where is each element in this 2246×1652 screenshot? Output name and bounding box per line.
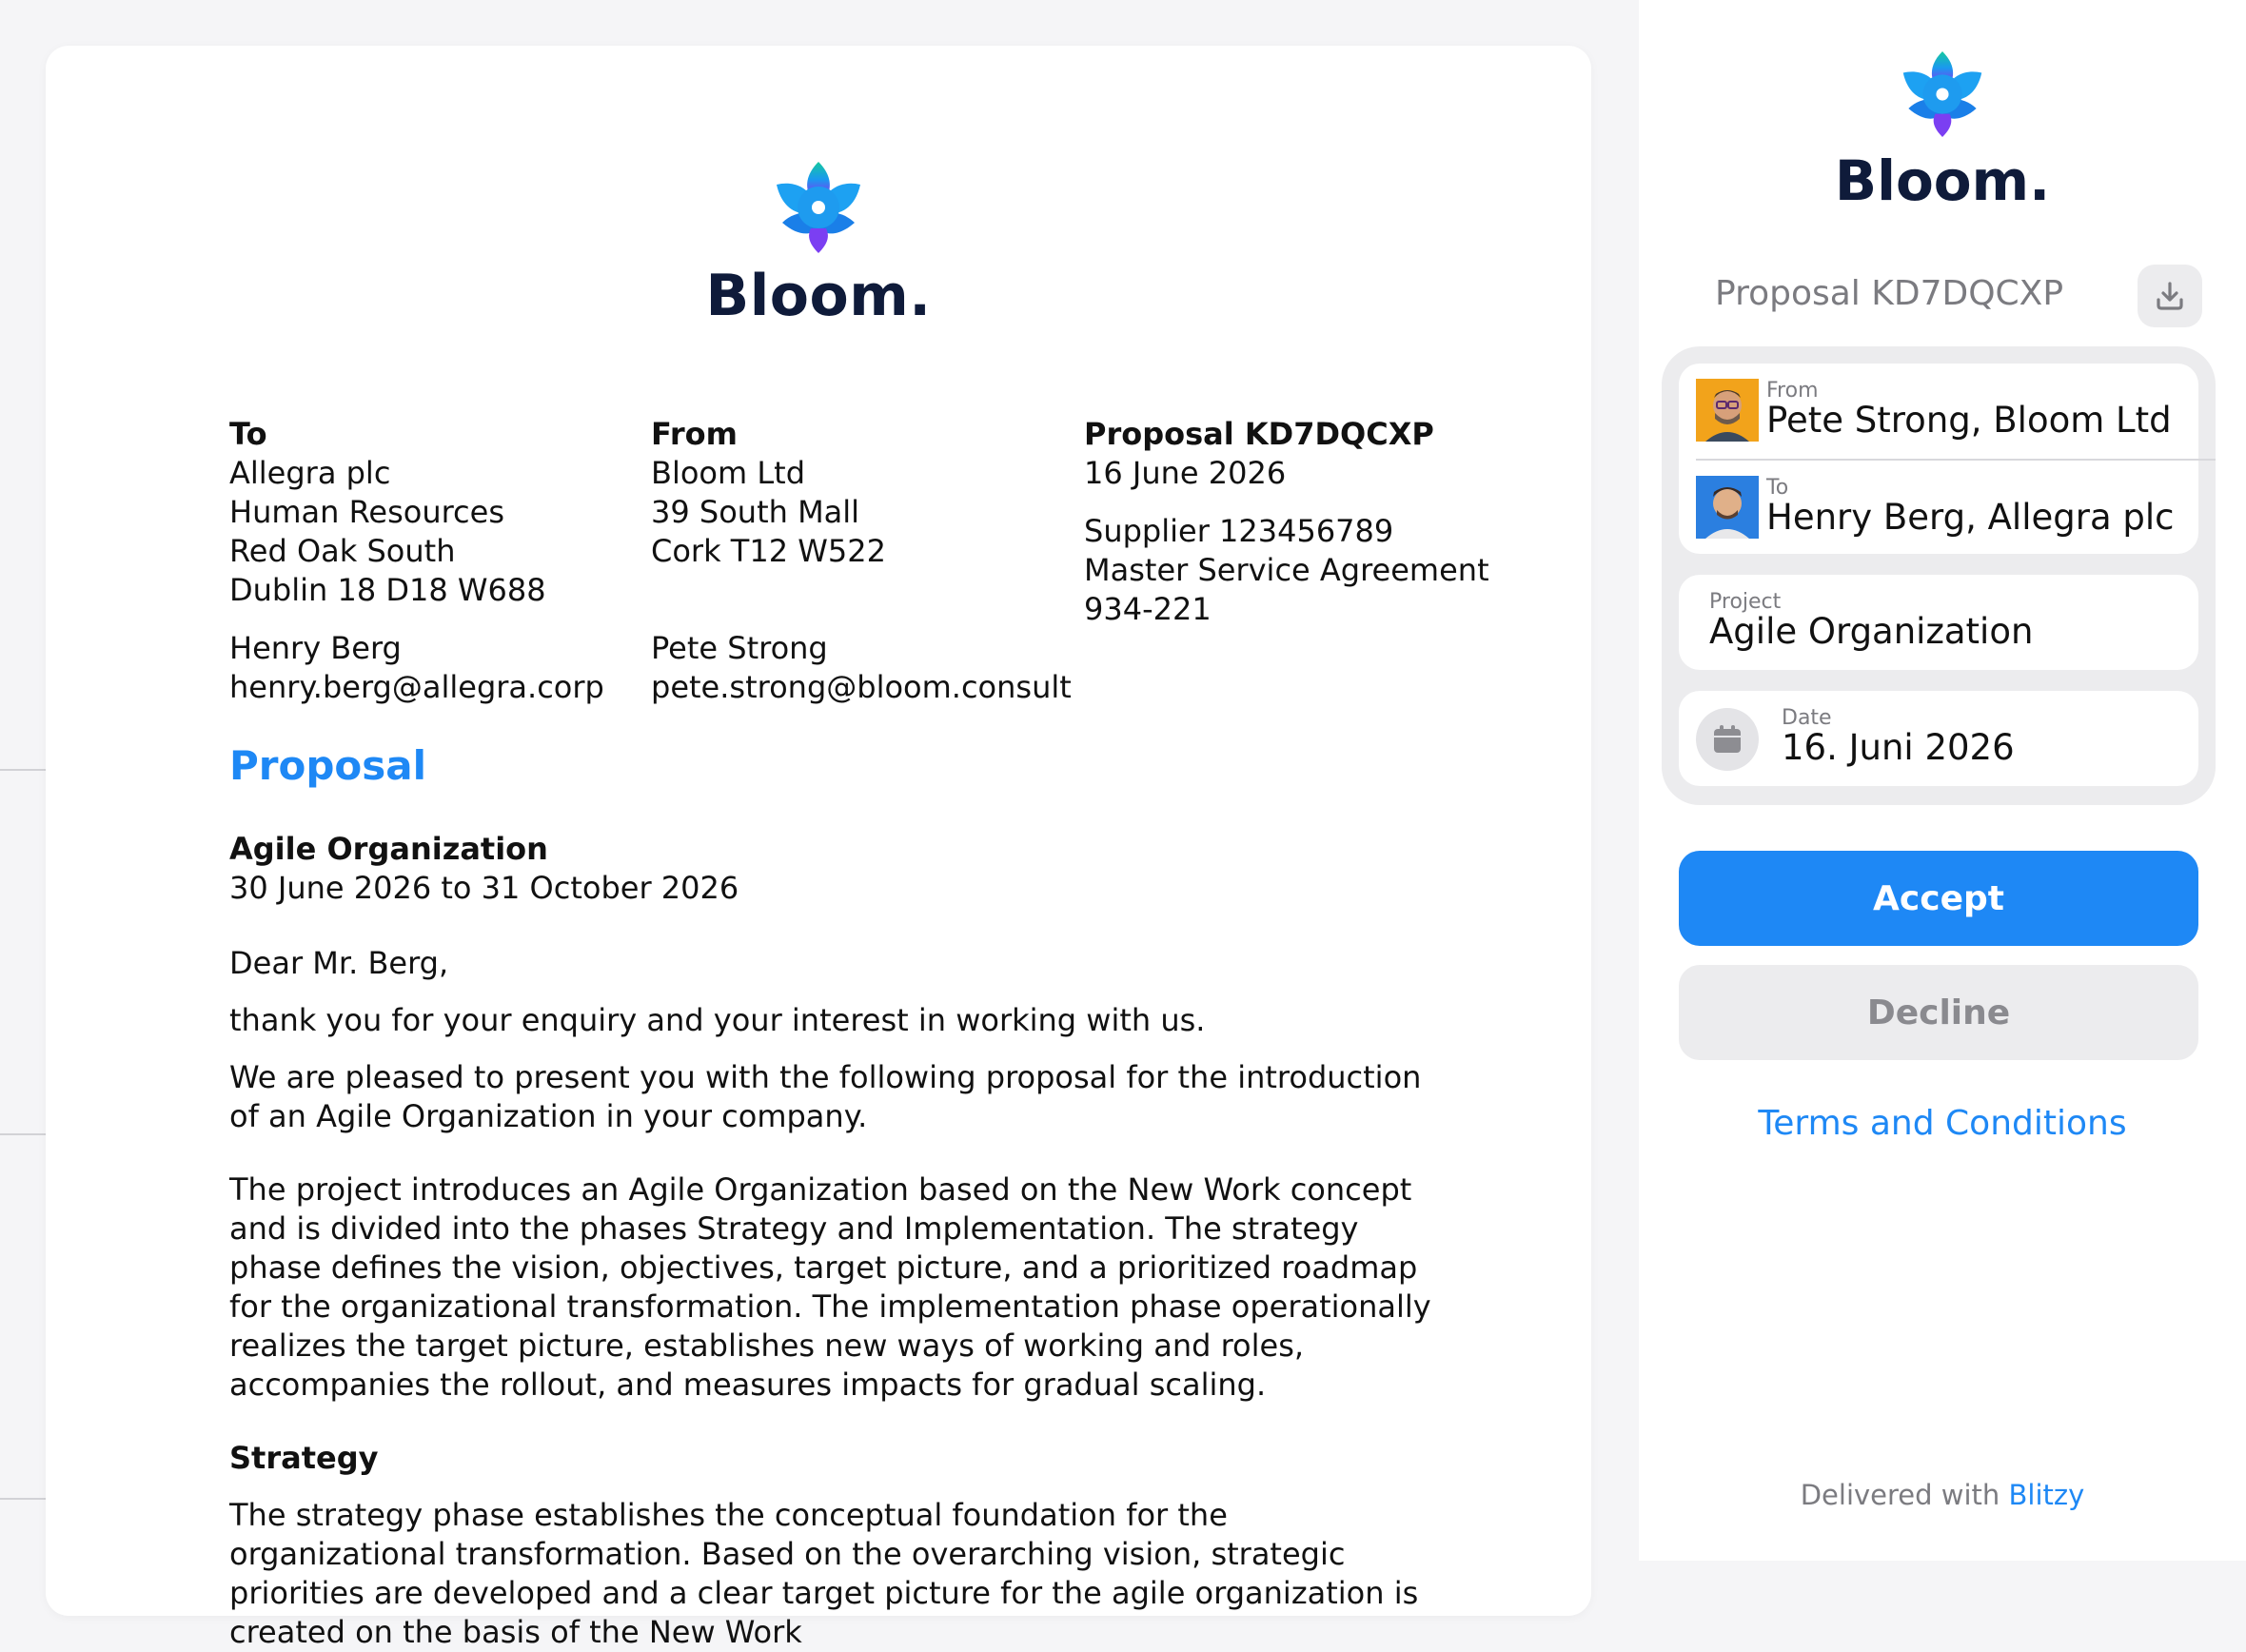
project-summary — [229, 830, 1467, 908]
paragraph: We are pleased to present you with the following proposal for the introduction of an Agile Organization in your company. — [229, 1059, 1422, 1134]
proposal-panel — [1639, 0, 2246, 1561]
bloom-flower-icon — [1900, 49, 1985, 139]
contact-email: henry.berg@allegra.corp — [229, 669, 604, 705]
from-label: From — [1766, 379, 1819, 403]
project-value: Agile Organization — [1709, 611, 2034, 652]
address-line: Cork T12 W522 — [651, 533, 886, 569]
contact-email: pete.strong@bloom.consult — [651, 669, 1072, 705]
project-card — [1679, 575, 2198, 670]
date-card — [1679, 691, 2198, 786]
panel-logo — [1639, 49, 2246, 213]
agreement-number: 934-221 — [1084, 591, 1212, 627]
download-button[interactable] — [2138, 265, 2202, 327]
date-label: Date — [1782, 706, 1832, 730]
bloom-flower-icon — [773, 160, 864, 255]
proposal-date: 16 June 2026 — [1084, 455, 1287, 491]
date-value: 16. Juni 2026 — [1782, 727, 2015, 768]
calendar-icon — [1696, 708, 1759, 771]
proposal-document — [46, 46, 1591, 1650]
address-line: Bloom Ltd — [651, 455, 806, 491]
avatar — [1696, 379, 1759, 442]
to-value: Henry Berg, Allegra plc — [1766, 497, 2175, 538]
salutation: Dear Mr. Berg, — [229, 945, 449, 981]
blitzy-link[interactable]: Blitzy — [2008, 1479, 2085, 1511]
project-title: Agile Organization — [229, 831, 548, 867]
paragraph: thank you for your enquiry and your interest in working with us. — [229, 1002, 1206, 1038]
supplier-number: Supplier 123456789 — [1084, 513, 1394, 549]
section-title: Proposal — [229, 742, 427, 789]
proposal-details — [1662, 346, 2216, 805]
accept-button[interactable]: Accept — [1679, 851, 2198, 946]
proposal-heading: Proposal KD7DQCXP — [1084, 416, 1434, 452]
letter-body — [229, 944, 1467, 1652]
from-heading: From — [651, 416, 738, 452]
project-period: 30 June 2026 to 31 October 2026 — [229, 870, 739, 906]
agreement-name: Master Service Agreement — [1084, 552, 1489, 588]
download-icon — [2153, 279, 2187, 313]
parties-card — [1679, 364, 2198, 554]
proposal-meta — [1084, 415, 1489, 629]
avatar — [1696, 476, 1759, 539]
paragraph: The project introduces an Agile Organization based on the New Work concept and is divided into the phases Strategy and Implementation. The strategy phase defines the vision, objectives, target picture, and a prioritized roadmap for the organizational transformation. The implementation phase operationally realizes the target picture, establishes new ways of working and roles, accompanies the rollout, and measures impacts for gradual scaling. — [229, 1171, 1431, 1403]
project-label: Project — [1709, 590, 1782, 614]
brand-wordmark: Bloom. — [705, 263, 932, 329]
terms-and-conditions-link[interactable]: Terms and Conditions — [1758, 1104, 2127, 1143]
sender-address — [651, 415, 1072, 707]
strategy-heading: Strategy — [229, 1440, 379, 1476]
address-line: Allegra plc — [229, 455, 391, 491]
proposal-id: Proposal KD7DQCXP — [1715, 274, 2064, 313]
recipient-address — [229, 415, 604, 707]
paragraph: The strategy phase establishes the conceptual foundation for the organizational transformation. Based on the overarching vision, strategic priorities are developed and a clear target picture for the agile organization is created on the basis of the New Work — [229, 1497, 1419, 1650]
address-line: Human Resources — [229, 494, 504, 530]
brand-wordmark: Bloom. — [1834, 148, 2051, 213]
to-heading: To — [229, 416, 267, 452]
decline-button[interactable]: Decline — [1679, 965, 2198, 1060]
to-label: To — [1766, 476, 1789, 500]
address-line: 39 South Mall — [651, 494, 860, 530]
divider — [1696, 459, 2216, 461]
from-value: Pete Strong, Bloom Ltd — [1766, 400, 2172, 441]
contact-name: Henry Berg — [229, 630, 402, 666]
delivered-prefix: Delivered with — [1800, 1479, 2000, 1511]
delivered-footer — [1639, 1479, 2246, 1511]
address-line: Red Oak South — [229, 533, 456, 569]
page-marker — [0, 769, 51, 771]
address-line: Dublin 18 D18 W688 — [229, 572, 546, 608]
document-logo — [46, 160, 1591, 329]
contact-name: Pete Strong — [651, 630, 828, 666]
